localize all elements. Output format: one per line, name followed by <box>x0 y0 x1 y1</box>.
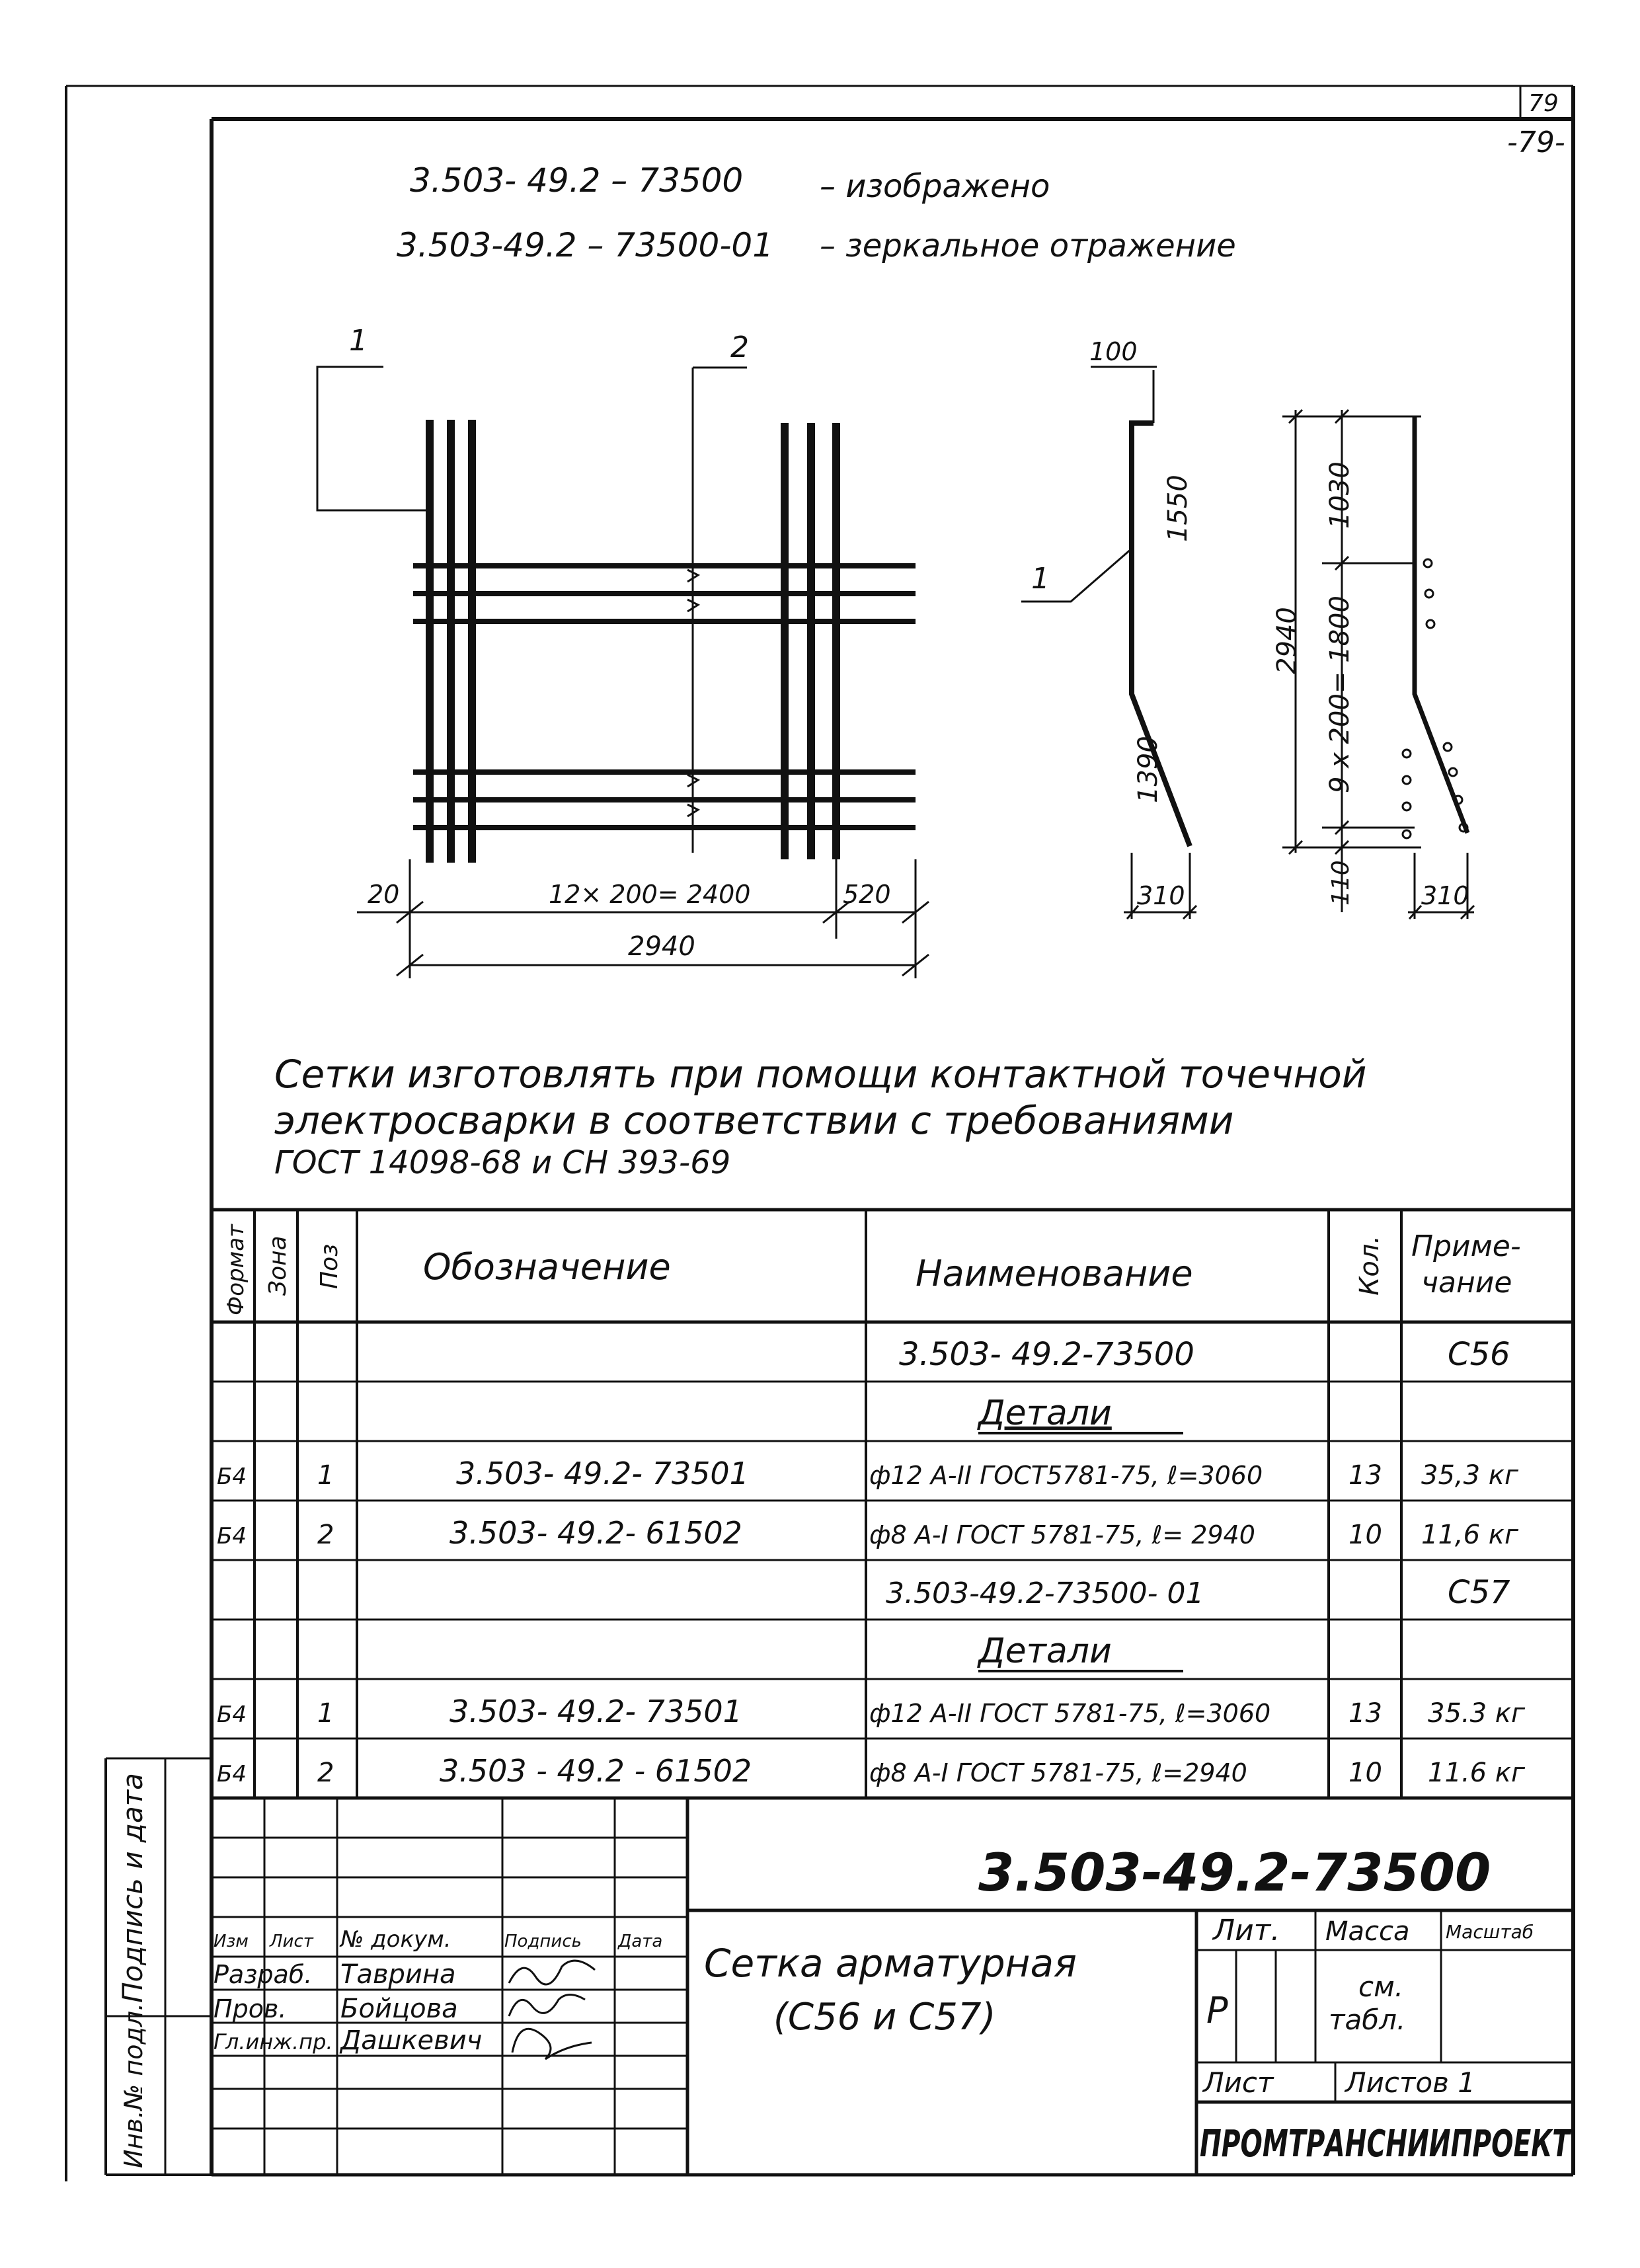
signature-mark <box>509 1961 595 1984</box>
role-label: Гл.инж.пр. <box>214 2029 333 2054</box>
side-dim-upper: 1550 <box>1163 475 1193 542</box>
bar-side-view <box>1021 367 1196 919</box>
row-format: Б4 <box>217 1523 247 1549</box>
signature-mark <box>509 1995 585 2017</box>
col-designation-header: Обозначение <box>423 1246 671 1288</box>
col-qty-header: Кол. <box>1354 1235 1385 1296</box>
row-qty: 10 <box>1348 1520 1382 1550</box>
row-name: ф12 А-II ГОСТ 5781-75, ℓ=3060 <box>869 1699 1271 1728</box>
dim-left: 20 <box>368 880 400 909</box>
row-note: С57 <box>1448 1574 1510 1611</box>
row-qty: 13 <box>1348 1460 1382 1491</box>
table-row <box>977 1631 1183 1671</box>
role-row <box>214 2025 592 2059</box>
row-qty: 10 <box>1348 1758 1382 1788</box>
row-qty: 13 <box>1348 1698 1382 1729</box>
row-section-title: Детали <box>978 1631 1112 1671</box>
view3-dim-total: 2940 <box>1272 607 1302 674</box>
row-name: 3.503- 49.2-73500 <box>899 1336 1194 1373</box>
col-name-header: Наименование <box>916 1253 1193 1294</box>
callout-1-label: 1 <box>349 324 368 358</box>
role-name: Таврина <box>340 1959 456 1990</box>
note-line-1: Сетки изготовлять при помощи контактной точечной <box>274 1052 1367 1097</box>
role-label: Разраб. <box>214 1960 313 1989</box>
view3-dim-offset: 310 <box>1421 881 1469 910</box>
row-designation: 3.503- 49.2- 73501 <box>449 1694 742 1729</box>
col-note-header-1: Приме- <box>1411 1230 1521 1263</box>
role-label: Пров. <box>214 1994 287 2023</box>
lit-value: Р <box>1206 1990 1228 2031</box>
row-pos: 1 <box>317 1460 334 1491</box>
row-name: 3.503-49.2-73500- 01 <box>886 1577 1204 1610</box>
row-note: 11.6 кг <box>1428 1758 1525 1788</box>
header-code-1: 3.503- 49.2 – 73500 <box>410 161 744 200</box>
side-dim-top: 100 <box>1089 337 1138 366</box>
row-designation: 3.503- 49.2- 61502 <box>449 1515 742 1551</box>
row-pos: 2 <box>317 1758 334 1788</box>
row-name: ф12 А-II ГОСТ5781-75, ℓ=3060 <box>869 1461 1263 1490</box>
organization-name: ПРОМТРАНСНИИПРОЕКТ <box>1200 2123 1572 2166</box>
sheets-label: Листов 1 <box>1345 2066 1475 2099</box>
mesh-section-view <box>1282 410 1474 919</box>
row-pos: 1 <box>317 1698 334 1729</box>
sheet-number-handwritten: -79- <box>1507 126 1565 159</box>
view3-dim-top: 1030 <box>1325 461 1355 529</box>
view3-dim-mid: 9 x 200= 1800 <box>1325 596 1355 793</box>
table-row <box>977 1393 1183 1433</box>
side-dim-bottom: 310 <box>1137 881 1185 910</box>
callout-2-label: 2 <box>730 331 749 364</box>
side-dim-lower: 1390 <box>1133 736 1163 803</box>
sheet-number-corner: 79 <box>1528 90 1559 117</box>
col-sign-label: Подпись <box>504 1932 582 1951</box>
role-name: Дашкевич <box>340 2025 483 2056</box>
signature-mark <box>512 2029 592 2059</box>
note-line-2: электросварки в соответствии с требованиями <box>274 1098 1234 1143</box>
row-designation: 3.503 - 49.2 - 61502 <box>440 1753 752 1789</box>
row-format: Б4 <box>217 1464 247 1490</box>
col-doc-label: № докум. <box>340 1926 451 1953</box>
col-date-label: Дата <box>618 1932 663 1951</box>
row-format: Б4 <box>217 1701 247 1728</box>
mass-label: Масса <box>1325 1916 1410 1947</box>
row-name: ф8 А-I ГОСТ 5781-75, ℓ= 2940 <box>869 1520 1255 1549</box>
title-line-2: (С56 и С57) <box>773 1996 996 2039</box>
side-stamp-inv-no: Инв.№ подл. <box>119 2002 148 2168</box>
col-izm-label: Изм <box>214 1932 249 1951</box>
lit-label: Лит. <box>1213 1914 1280 1947</box>
table-row <box>217 1456 1519 1491</box>
mass-value-2: табл. <box>1329 2004 1406 2036</box>
view3-dim-bottom: 110 <box>1327 860 1354 906</box>
row-pos: 2 <box>317 1520 334 1550</box>
row-designation: 3.503- 49.2- 73501 <box>456 1456 749 1491</box>
row-note: 11,6 кг <box>1421 1520 1518 1550</box>
table-row <box>217 1515 1519 1551</box>
table-row <box>899 1336 1510 1373</box>
col-note-header-2: чание <box>1421 1266 1512 1300</box>
role-row <box>214 1994 585 2024</box>
sheet-label: Лист <box>1203 2066 1274 2099</box>
row-name: ф8 А-I ГОСТ 5781-75, ℓ=2940 <box>869 1758 1247 1787</box>
col-zone-header: Зона <box>264 1235 292 1296</box>
row-section-title: Детали <box>978 1393 1112 1433</box>
title-line-1: Сетка арматурная <box>704 1941 1077 1986</box>
col-pos-header: Поз <box>316 1243 343 1289</box>
dim-total: 2940 <box>628 931 695 962</box>
role-row <box>214 1959 595 1990</box>
row-format: Б4 <box>217 1761 247 1787</box>
table-row <box>886 1574 1510 1611</box>
header-text-1: – изображено <box>820 168 1050 205</box>
row-note: 35.3 кг <box>1428 1698 1525 1729</box>
side-callout-label: 1 <box>1031 562 1050 596</box>
scale-label: Масштаб <box>1446 1921 1534 1943</box>
mass-value-1: см. <box>1358 1971 1404 2003</box>
dim-middle: 12× 200= 2400 <box>549 880 751 909</box>
note-line-3: ГОСТ 14098-68 и СН 393-69 <box>274 1144 731 1181</box>
col-format-header: Формат <box>223 1224 249 1315</box>
header-text-2: – зеркальное отражение <box>820 227 1236 264</box>
side-stamp-signature-date: Подпись и дата <box>116 1773 149 2003</box>
title-doc-code: 3.503-49.2-73500 <box>978 1844 1491 1903</box>
row-note: С56 <box>1448 1336 1510 1373</box>
row-note: 35,3 кг <box>1421 1460 1518 1491</box>
header-code-2: 3.503-49.2 – 73500-01 <box>397 226 774 264</box>
dim-right: 520 <box>843 880 891 909</box>
role-name: Бойцова <box>340 1994 458 2024</box>
col-list-label: Лист <box>270 1932 313 1951</box>
